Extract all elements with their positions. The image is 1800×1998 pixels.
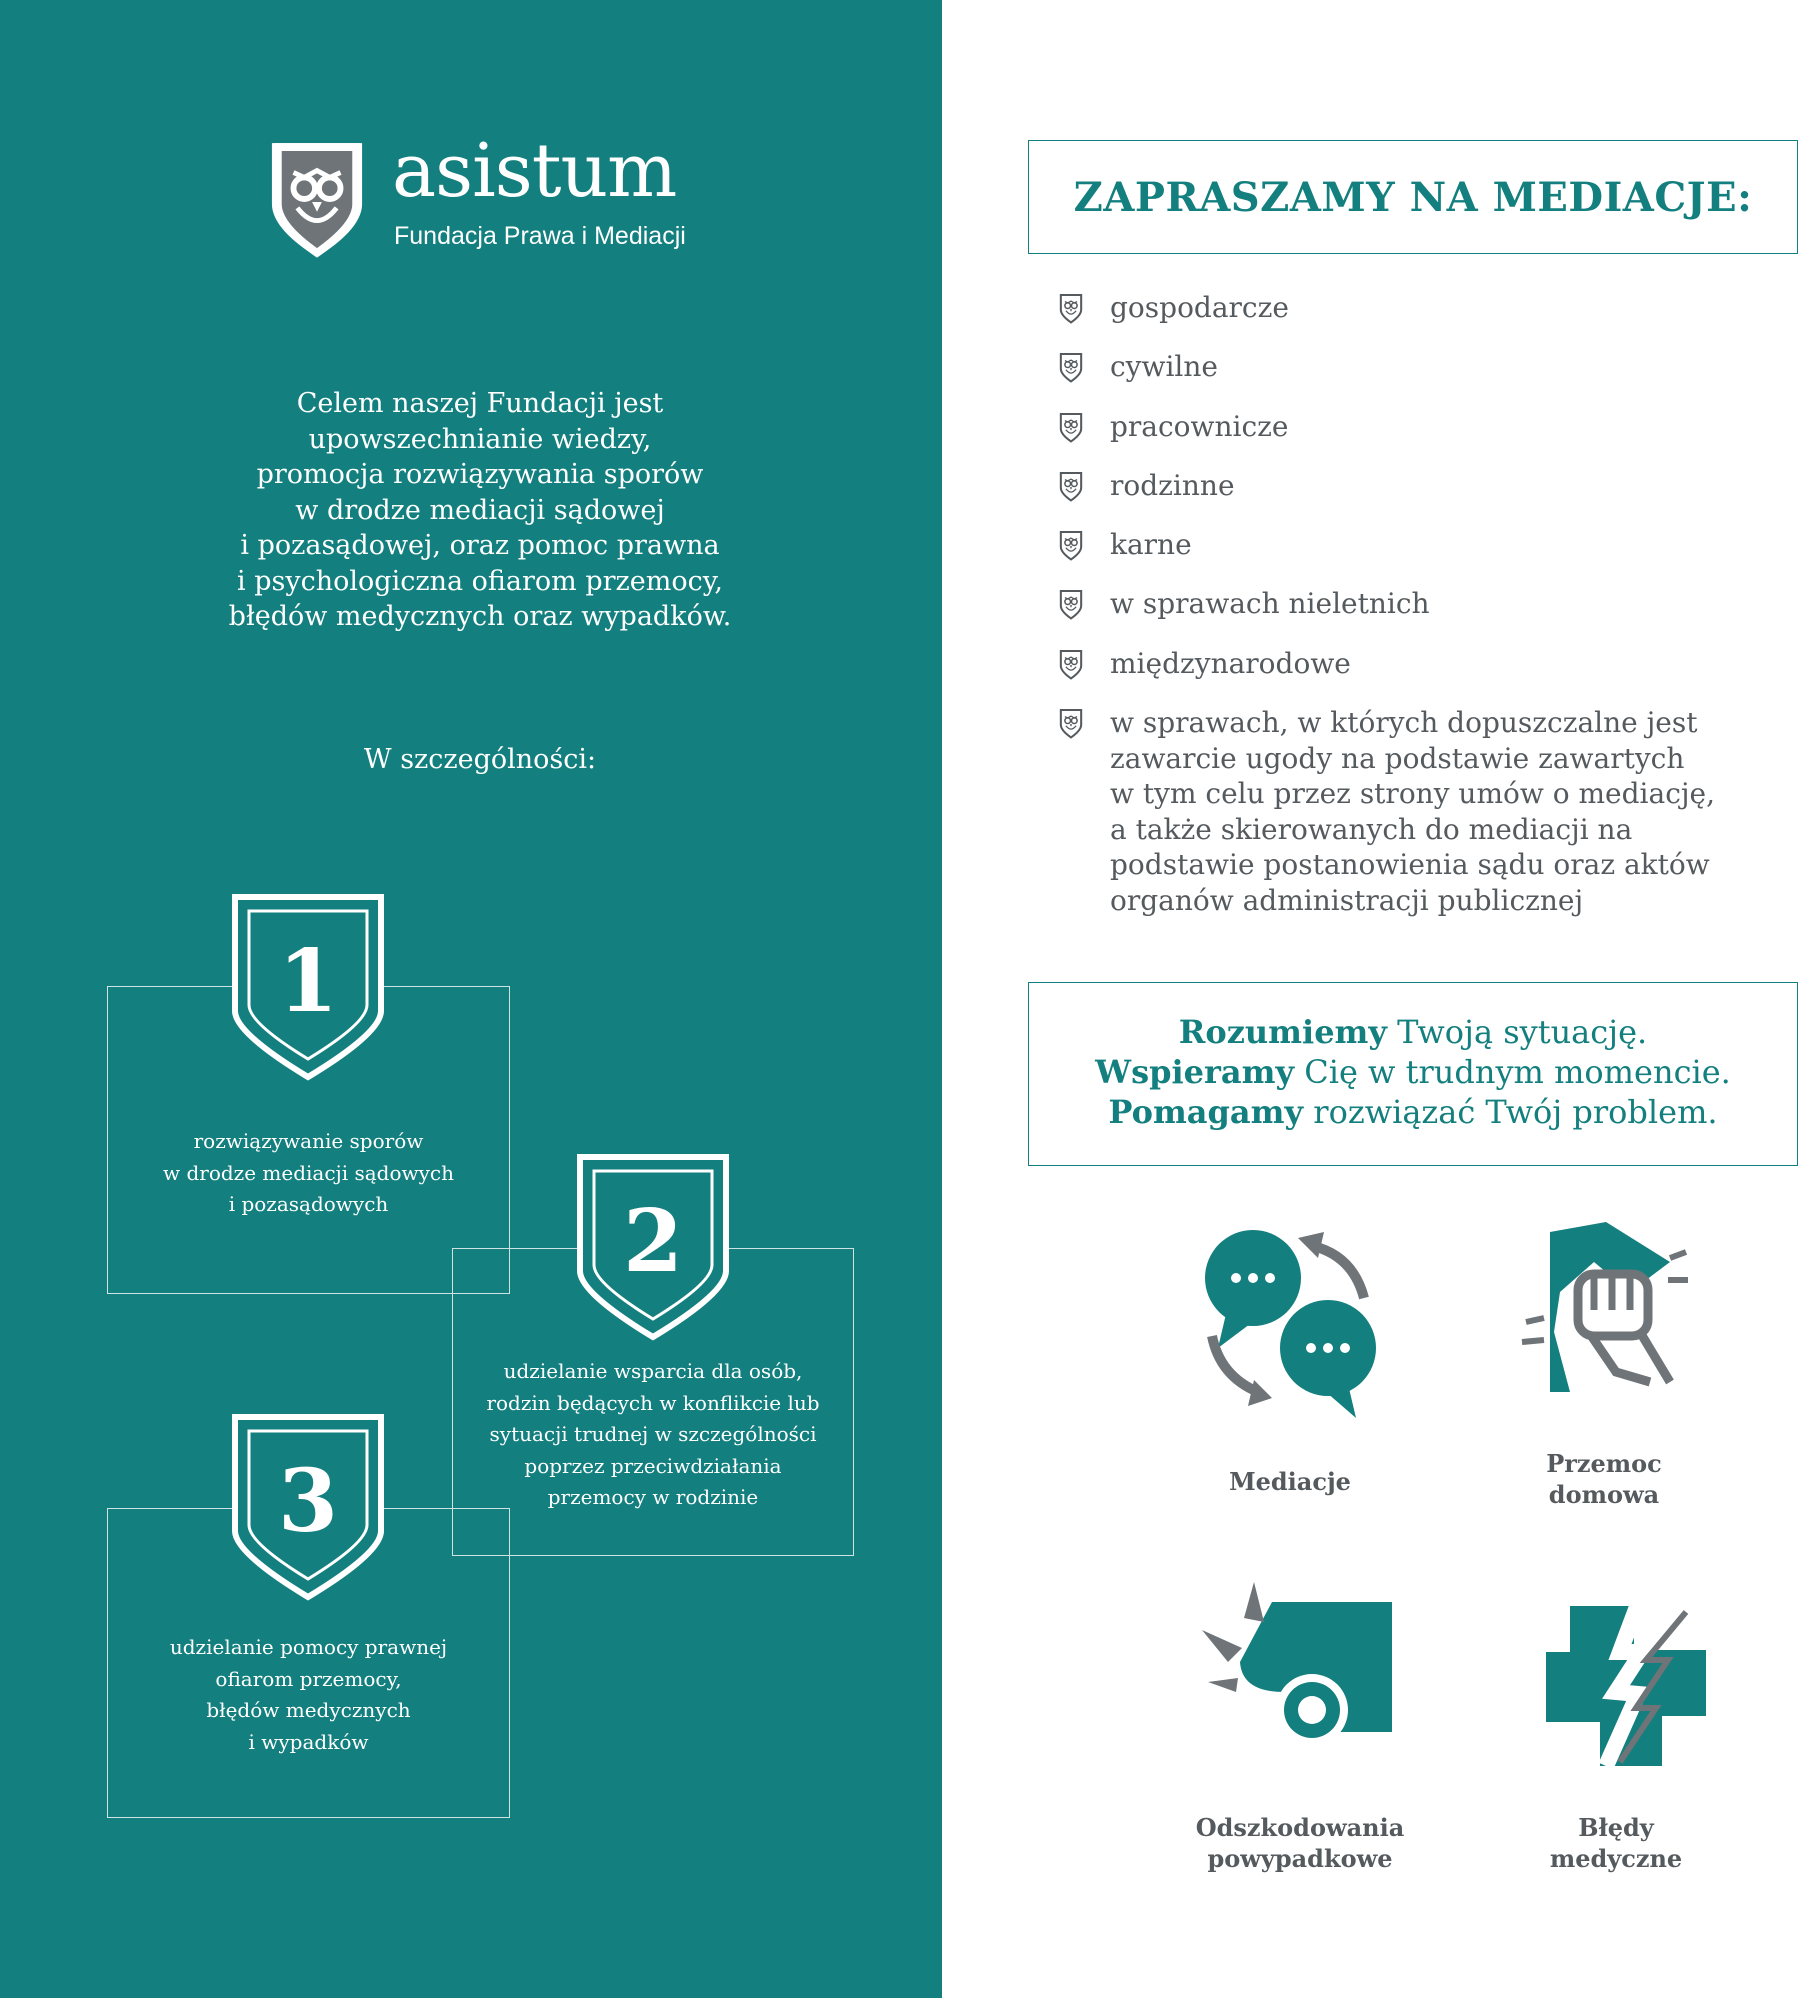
owl-shield-icon: [1058, 472, 1084, 502]
owl-shield-icon: [1058, 353, 1084, 383]
goal-line: sytuacji trudnej w szczególności: [489, 1422, 817, 1446]
intro-line: i psychologiczna ofiarom przemocy,: [237, 565, 723, 597]
goal-text-3: [107, 1632, 510, 1758]
service-label-line: Przemoc: [1546, 1449, 1662, 1478]
goal-line: przemocy w rodzinie: [547, 1485, 759, 1509]
goal-line: rozwiązywanie sporów: [193, 1129, 424, 1153]
intro-line: upowszechnianie wiedzy,: [308, 423, 652, 455]
service-label-mediation: [1160, 1466, 1420, 1497]
goal-text-2: [452, 1356, 854, 1514]
mediation-list: [1058, 290, 1798, 925]
goal-line: błędów medycznych: [206, 1698, 411, 1722]
number-badge-2: [576, 1153, 730, 1343]
support-rest: Cię w trudnym momencie.: [1294, 1053, 1731, 1091]
goal-line: udzielanie pomocy prawnej: [169, 1635, 448, 1659]
support-box: [1028, 982, 1798, 1166]
list-item-label: gospodarcze: [1110, 291, 1289, 324]
list-item-line: a także skierowanych do mediacji na: [1110, 812, 1633, 846]
service-label-line: Odszkodowania: [1195, 1813, 1405, 1842]
service-label-accident-compensation: [1170, 1812, 1430, 1874]
chat-bubbles-icon: [1198, 1228, 1383, 1418]
list-item: [1058, 409, 1798, 468]
list-item-label: [1110, 705, 1715, 918]
service-label-line: Błędy: [1578, 1813, 1654, 1842]
list-item-label: cywilne: [1110, 350, 1218, 384]
list-item: [1058, 527, 1798, 586]
service-label-line: domowa: [1548, 1480, 1660, 1509]
intro-line: i pozasądowej, oraz pomoc prawna: [240, 530, 720, 561]
list-item-line: w sprawach, w których dopuszczalne jest: [1110, 706, 1698, 740]
goal-line: ofiarom przemocy,: [215, 1666, 402, 1691]
goal-line: i wypadków: [248, 1729, 369, 1754]
logo-subtitle: Fundacja Prawa i Mediacji: [394, 222, 686, 250]
service-label-domestic-violence: [1474, 1448, 1734, 1510]
list-item: [1058, 646, 1798, 705]
badge-number: 2: [623, 1191, 683, 1292]
support-line-1: [1029, 1013, 1797, 1051]
list-item-line: organów administracji publicznej: [1110, 883, 1584, 917]
intro-line: Celem naszej Fundacji jest: [296, 388, 664, 419]
fist-through-wall-icon: [1520, 1222, 1690, 1392]
support-bold: Wspieramy: [1095, 1053, 1295, 1091]
service-label-line: medyczne: [1549, 1844, 1683, 1873]
goal-line: rodzin będących w konflikcie lub: [486, 1390, 820, 1415]
goal-line: poprzez przeciwdziałania: [524, 1453, 782, 1478]
badge-number: 3: [278, 1451, 338, 1552]
owl-shield-icon: [268, 140, 366, 258]
logo-name: asistum: [392, 128, 677, 214]
mediation-title: ZAPRASZAMY NA MEDIACJE:: [1073, 173, 1753, 221]
intro-line: błędów medycznych oraz wypadków.: [228, 601, 732, 632]
support-line-2: [1029, 1053, 1797, 1091]
list-item: [1058, 705, 1798, 925]
broken-cross-icon: [1546, 1596, 1716, 1766]
owl-shield-icon: [1058, 709, 1084, 739]
mediation-title-box: [1028, 140, 1798, 254]
intro-text: [150, 386, 810, 635]
service-label-line: powypadkowe: [1207, 1844, 1393, 1873]
support-bold: Rozumiemy: [1178, 1013, 1387, 1051]
list-item-label: rodzinne: [1110, 468, 1235, 502]
list-item: [1058, 468, 1798, 527]
support-rest: Twoją sytuację.: [1387, 1013, 1648, 1051]
owl-shield-icon: [1058, 650, 1084, 680]
service-label-line: Mediacje: [1229, 1467, 1351, 1496]
logo: [268, 128, 698, 270]
badge-number: 1: [278, 931, 338, 1032]
list-item-label: karne: [1110, 528, 1192, 562]
goal-line: udzielanie wsparcia dla osób,: [503, 1359, 803, 1383]
owl-shield-icon: [1058, 294, 1084, 324]
list-item: [1058, 349, 1798, 408]
owl-shield-icon: [1058, 590, 1084, 620]
owl-shield-icon: [1058, 413, 1084, 443]
list-item-line: podstawie postanowienia sądu oraz aktów: [1110, 848, 1710, 882]
goal-line: i pozasądowych: [228, 1192, 389, 1216]
support-line-3: [1029, 1093, 1797, 1131]
support-rest: rozwiązać Twój problem.: [1303, 1093, 1718, 1131]
service-label-medical-errors: [1486, 1812, 1746, 1874]
goal-line: w drodze mediacji sądowych: [162, 1160, 455, 1185]
list-item-line: zawarcie ugody na podstawie zawartych: [1110, 741, 1685, 775]
list-item-label: pracownicze: [1110, 409, 1289, 443]
list-item-label: międzynarodowe: [1110, 646, 1351, 680]
list-item-label: w sprawach nieletnich: [1110, 587, 1430, 621]
specifically-heading: W szczególności:: [363, 744, 597, 775]
number-badge-3: [231, 1413, 385, 1603]
support-bold: Pomagamy: [1108, 1093, 1304, 1131]
list-item-line: w tym celu przez strony umów o mediację,: [1110, 777, 1716, 811]
intro-line: promocja rozwiązywania sporów: [256, 459, 704, 490]
list-item: [1058, 290, 1798, 349]
goal-text-1: [107, 1126, 510, 1221]
list-item: [1058, 586, 1798, 645]
intro-line: w drodze mediacji sądowej: [295, 494, 665, 526]
owl-shield-icon: [1058, 531, 1084, 561]
car-crash-icon: [1202, 1582, 1402, 1762]
number-badge-1: [231, 893, 385, 1083]
